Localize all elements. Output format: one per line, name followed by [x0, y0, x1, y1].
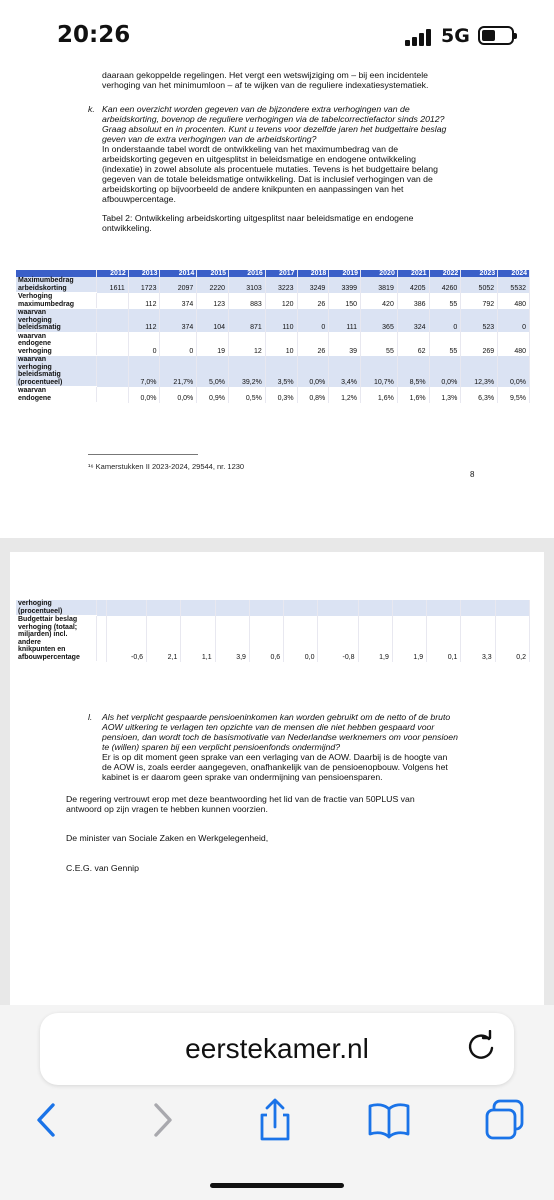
- row-label-line: endogene: [18, 340, 52, 347]
- table-cell: 55: [429, 293, 461, 309]
- table-cell: 3103: [229, 277, 266, 293]
- signatory: C.E.G. van Gennip: [66, 863, 139, 873]
- year-header: 2012: [97, 270, 129, 277]
- table-cell: 0: [429, 309, 461, 333]
- table-cell: [318, 600, 358, 616]
- table-cell: 26: [297, 293, 329, 309]
- signal-icon: [405, 28, 435, 46]
- row-label: [16, 277, 97, 293]
- year-header: 2014: [160, 270, 197, 277]
- table-cell: [97, 356, 129, 387]
- table-cell: 1,9: [358, 616, 392, 662]
- row-label-line: endogene: [18, 394, 52, 402]
- table-cell: [249, 600, 283, 616]
- table-cell: 150: [329, 293, 361, 309]
- row-label-line: verhoging (totaal;: [18, 623, 78, 631]
- table-cell: 12: [229, 332, 266, 356]
- text-line: antwoord op zijn vragen te hebben kunnen voorzien.: [66, 804, 268, 814]
- text-line: daaraan gekoppelde regelingen. Het vergt een wetswijziging om – bij een incidentele: [102, 70, 428, 80]
- table-cell: 2,1: [147, 616, 181, 662]
- row-label: [16, 309, 97, 333]
- row-label-line: verhoging: [18, 600, 52, 607]
- table-cell: 0,8%: [297, 387, 329, 403]
- table-cell: -0,6: [106, 616, 146, 662]
- table-cell: 19: [197, 332, 229, 356]
- table-cell: 0,1: [427, 616, 461, 662]
- table-cell: 523: [461, 309, 498, 333]
- table-cell: -0,8: [318, 616, 358, 662]
- table-cell: 365: [361, 309, 398, 333]
- text-line: ontwikkeling.: [102, 223, 152, 233]
- arbeidskorting-table: [16, 270, 530, 403]
- row-label-line: afbouwpercentage: [18, 653, 80, 661]
- table-cell: 0,0%: [297, 356, 329, 387]
- year-header: 2023: [461, 270, 498, 277]
- table-cell: 3,9: [215, 616, 249, 662]
- table-cell: 8,5%: [397, 356, 429, 387]
- table-cell: [427, 600, 461, 616]
- question-k-marker: k.: [88, 104, 95, 114]
- table-cell: 120: [265, 293, 297, 309]
- row-label: [16, 356, 97, 387]
- table-cell: [461, 600, 495, 616]
- text-line: kabinet is er daarom geen sprake van ondermijning van pensioensparen.: [102, 772, 383, 782]
- text-line: (indexatie) in zowel absolute als procentuele mutaties. Tevens is het budgettaire belang: [102, 164, 438, 174]
- table-row: [16, 387, 530, 403]
- year-header: 2016: [229, 270, 266, 277]
- table-cell: 269: [461, 332, 498, 356]
- table-cell: 3,5%: [265, 356, 297, 387]
- table-cell: [97, 309, 129, 333]
- row-label: [16, 387, 97, 403]
- table-cell: 4205: [397, 277, 429, 293]
- table-cell: [495, 600, 529, 616]
- question-l: [102, 712, 458, 752]
- row-label-line: beleidsmatig: [18, 371, 61, 378]
- table-cell: 1,6%: [397, 387, 429, 403]
- table-cell: 871: [229, 309, 266, 333]
- table-cell: 1,2%: [329, 387, 361, 403]
- table-row: [16, 356, 530, 387]
- table-cell: 1,6%: [361, 387, 398, 403]
- table-cell: 5,0%: [197, 356, 229, 387]
- row-label-line: waarvan: [18, 309, 47, 316]
- battery-icon: [478, 26, 514, 45]
- table-caption: [102, 213, 414, 233]
- table-cell: 55: [361, 332, 398, 356]
- table-cell: 0,2: [495, 616, 529, 662]
- row-label-line: (procentueel): [18, 378, 63, 386]
- table-row: [16, 277, 530, 293]
- table-cell: 123: [197, 293, 229, 309]
- table-cell: 5532: [498, 277, 530, 293]
- table-cell: 0,5%: [229, 387, 266, 403]
- row-label-line: waarvan: [18, 387, 47, 394]
- row-label: [16, 616, 97, 662]
- table-cell: 3223: [265, 277, 297, 293]
- text-line: AOW uitkering te verlagen ten opzichte van de mensen die niet hebben gespaard voor: [102, 722, 435, 732]
- table-cell: [97, 616, 107, 662]
- year-header: 2017: [265, 270, 297, 277]
- text-line: arbeidskorting op bijvoorbeeld de andere knikpunten en aanpassingen van het: [102, 184, 404, 194]
- table-cell: 3,4%: [329, 356, 361, 387]
- table-cell: 4260: [429, 277, 461, 293]
- text-line: gegeven van de totale beleidsmatige ontwikkeling. Dat is inclusief verhogingen van de: [102, 174, 433, 184]
- table-cell: 39,2%: [229, 356, 266, 387]
- table-cell: 9,5%: [498, 387, 530, 403]
- text-line: arbeidskorting, bovenop de reguliere verhogingen via de tabelcorrectiefactor sinds 2012?: [102, 114, 445, 124]
- row-label-line: (procentueel): [18, 607, 63, 615]
- table-cell: 2220: [197, 277, 229, 293]
- row-label: [16, 600, 97, 616]
- year-header: 2015: [197, 270, 229, 277]
- row-label-line: verhoging: [18, 363, 52, 371]
- year-header: 2019: [329, 270, 361, 277]
- table-cell: 3819: [361, 277, 398, 293]
- home-indicator: [210, 1183, 344, 1188]
- table-cell: [106, 600, 146, 616]
- year-header: 2020: [361, 270, 398, 277]
- table-cell: 0,3%: [265, 387, 297, 403]
- table-cell: [97, 600, 107, 616]
- year-header: 2013: [128, 270, 160, 277]
- text-line: Er is op dit moment geen sprake van een verlaging van de AOW. Daarbij is de hoogte van: [102, 752, 448, 762]
- question-k: [102, 104, 446, 144]
- table-cell: 324: [397, 309, 429, 333]
- text-line: Als het verplicht gespaarde pensioeninkomen kan worden gebruikt om de netto of de bruto: [102, 712, 451, 722]
- table-cell: 0: [498, 309, 530, 333]
- text-line: verhoging van het minimumloon – af te wijken van de reguliere indexatiesystematiek.: [102, 80, 429, 90]
- table-cell: [97, 293, 129, 309]
- table-cell: 0,0%: [429, 356, 461, 387]
- address-bar[interactable]: [40, 1013, 514, 1085]
- tabs-icon[interactable]: [482, 1097, 528, 1143]
- table-cell: 883: [229, 293, 266, 309]
- table-row: [16, 309, 530, 333]
- row-label: [16, 293, 97, 309]
- status-bar: [0, 0, 554, 68]
- text-line: Kan een overzicht worden gegeven van de bijzondere extra verhogingen van de: [102, 104, 410, 114]
- table-cell: 386: [397, 293, 429, 309]
- table-cell: 0: [160, 332, 197, 356]
- row-label-line: Budgettair beslag: [18, 616, 78, 623]
- share-icon[interactable]: [252, 1097, 298, 1143]
- minister-line: De minister van Sociale Zaken en Werkgelegenheid,: [66, 833, 269, 843]
- year-header: 2021: [397, 270, 429, 277]
- table-cell: [284, 600, 318, 616]
- table-cell: 374: [160, 309, 197, 333]
- arbeidskorting-table-continued: [16, 600, 530, 662]
- table-cell: 374: [160, 293, 197, 309]
- table-cell: 0,9%: [197, 387, 229, 403]
- table-cell: 5052: [461, 277, 498, 293]
- row-label-line: beleidsmatig: [18, 324, 61, 331]
- document-page-1: [0, 68, 554, 538]
- table-row: [16, 616, 530, 662]
- table-cell: 7,0%: [128, 356, 160, 387]
- text-line: te (willen) sparen bij een verplicht pensioenfonds ondermijnd?: [102, 742, 341, 752]
- bookmarks-icon[interactable]: [366, 1097, 412, 1143]
- back-icon[interactable]: [25, 1097, 71, 1143]
- text-line: Tabel 2: Ontwikkeling arbeidskorting uitgesplitst naar beleidsmatige en endogene: [102, 213, 414, 223]
- table-cell: 6,3%: [461, 387, 498, 403]
- row-label-line: maximumbedrag: [18, 300, 75, 308]
- table-cell: [215, 600, 249, 616]
- table-cell: 1,1: [181, 616, 215, 662]
- table-cell: 1723: [128, 277, 160, 293]
- table-cell: 10,7%: [361, 356, 398, 387]
- table-row: [16, 332, 530, 356]
- text-line: arbeidskorting gegeven en uitgesplitst in beleidsmatige en endogene ontwikkeling: [102, 154, 416, 164]
- table-cell: 0,0%: [160, 387, 197, 403]
- table-cell: 21,7%: [160, 356, 197, 387]
- table-cell: 1611: [97, 277, 129, 293]
- table-cell: [358, 600, 392, 616]
- row-label: [16, 332, 97, 356]
- reload-icon[interactable]: [465, 1030, 497, 1062]
- table-cell: [392, 600, 426, 616]
- intro-paragraph: [102, 70, 428, 90]
- table-cell: 26: [297, 332, 329, 356]
- status-time: 20:26: [57, 22, 131, 48]
- row-label-line: waarvan: [18, 332, 47, 340]
- table-cell: 12,3%: [461, 356, 498, 387]
- table-cell: 420: [361, 293, 398, 309]
- year-header: 2024: [498, 270, 530, 277]
- text-line: afbouwpercentage.: [102, 194, 176, 204]
- year-header: 2018: [297, 270, 329, 277]
- table-cell: 62: [397, 332, 429, 356]
- text-line: Graag absoluut en in procenten. Kunt u tevens voor dezelfde jaren het budgettaire beslag: [102, 124, 447, 134]
- table-cell: 112: [128, 309, 160, 333]
- table-row: [16, 600, 530, 616]
- closing-paragraph: [66, 794, 415, 814]
- table-row: [16, 293, 530, 309]
- row-label-line: waarvan: [18, 356, 47, 363]
- text-line: De regering vertrouwt erop met deze beantwoording het lid van de fractie van 50PLUS van: [66, 794, 415, 804]
- row-label-line: verhoging: [18, 347, 52, 355]
- table-cell: 10: [265, 332, 297, 356]
- table-cell: 112: [128, 293, 160, 309]
- row-label-line: Verhoging: [18, 293, 53, 300]
- row-label-line: verhoging: [18, 316, 52, 324]
- table-cell: 1,3%: [429, 387, 461, 403]
- table-cell: 1,9: [392, 616, 426, 662]
- table-cell: 0,6: [249, 616, 283, 662]
- table-cell: [147, 600, 181, 616]
- table-cell: 0,0: [284, 616, 318, 662]
- text-line: geven van de extra verhogingen van de arbeidskorting?: [102, 134, 317, 144]
- table-header-row: [16, 270, 530, 277]
- table-cell: 0: [128, 332, 160, 356]
- table-header-corner: [16, 270, 97, 277]
- row-label-line: Maximumbedrag: [18, 277, 74, 284]
- footnote-divider: [88, 454, 198, 455]
- answer-k: [102, 144, 438, 204]
- question-l-marker: l.: [88, 712, 93, 722]
- table-cell: 0,0%: [128, 387, 160, 403]
- row-label-line: miljarden) incl.: [18, 631, 68, 638]
- table-cell: 111: [329, 309, 361, 333]
- year-header: 2022: [429, 270, 461, 277]
- table-cell: 0: [297, 309, 329, 333]
- table-cell: [97, 387, 129, 403]
- table-cell: 3249: [297, 277, 329, 293]
- network-type: 5G: [441, 25, 470, 47]
- document-page-2: [10, 552, 544, 1007]
- text-line: In onderstaande tabel wordt de ontwikkeling van het maximumbedrag van de: [102, 144, 399, 154]
- table-cell: 0,0%: [498, 356, 530, 387]
- table-cell: 55: [429, 332, 461, 356]
- table-cell: 480: [498, 332, 530, 356]
- table-cell: 792: [461, 293, 498, 309]
- table-cell: [181, 600, 215, 616]
- text-line: de AOW is, zoals eerder aangegeven, onafhankelijk van de pensioenopbouw. Volgens het: [102, 762, 448, 772]
- table-cell: [97, 332, 129, 356]
- row-label-line: andere: [18, 638, 41, 646]
- table-cell: 2097: [160, 277, 197, 293]
- table-cell: 3399: [329, 277, 361, 293]
- url-text[interactable]: eerstekamer.nl: [185, 1033, 369, 1064]
- page-number: 8: [470, 470, 475, 479]
- forward-icon[interactable]: [138, 1097, 184, 1143]
- answer-l: [102, 752, 448, 782]
- table-cell: 110: [265, 309, 297, 333]
- table-cell: 104: [197, 309, 229, 333]
- footnote: ¹⁶ Kamerstukken II 2023-2024, 29544, nr. 1230: [88, 462, 245, 471]
- row-label-line: arbeidskorting: [18, 284, 67, 292]
- table-cell: 3,3: [461, 616, 495, 662]
- table-cell: 39: [329, 332, 361, 356]
- text-line: pensioen, dan wordt toch de basismotivatie van Nederlandse werknemers om voor pensioen: [102, 732, 458, 742]
- table-cell: 480: [498, 293, 530, 309]
- row-label-line: knikpunten en: [18, 646, 66, 653]
